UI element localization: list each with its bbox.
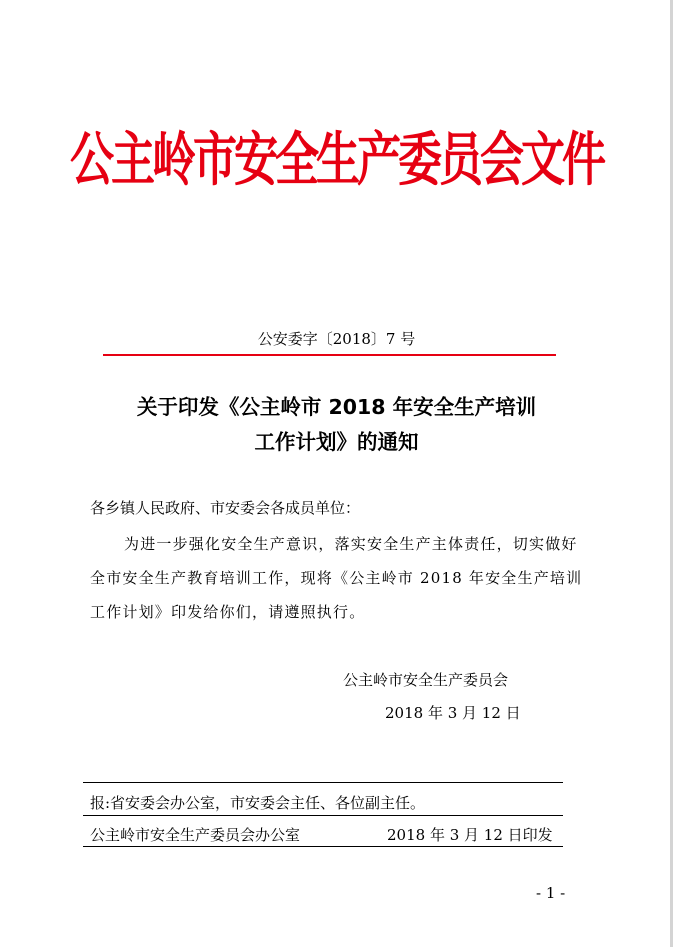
issuing-office: 公主岭市安全生产委员会办公室 <box>90 826 301 844</box>
body-paragraph-text: 为进一步强化安全生产意识，落实安全生产主体责任，切实做好全市安全生产教育培训工作，现将《公主岭市 2018 年安全生产培训工作计划》印发给你们，请遵照执行。 <box>90 535 583 621</box>
signing-organization: 公主岭市安全生产委员会 <box>343 671 509 689</box>
notice-title-line-2: 工作计划》的通知 <box>254 430 419 454</box>
body-paragraph <box>90 527 585 629</box>
document-header-title: 公主岭市安全生产委员会文件 <box>70 126 603 194</box>
document-number: 公安委字〔2018〕7 号 <box>257 330 416 348</box>
page-number: - 1 - <box>536 884 566 902</box>
footer-rule-middle <box>83 815 563 816</box>
cc-recipients: 报:省安委会办公室，市安委会主任、各位副主任。 <box>90 794 426 812</box>
salutation: 各乡镇人民政府、市安委会各成员单位： <box>90 499 361 517</box>
header-red-divider <box>103 354 556 356</box>
print-date: 2018 年 3 月 12 日印发 <box>387 826 553 844</box>
notice-title <box>0 390 673 460</box>
notice-title-line-1: 关于印发《公主岭市 2018 年安全生产培训 <box>136 395 537 419</box>
signing-date: 2018 年 3 月 12 日 <box>385 704 521 722</box>
footer-rule-bottom <box>83 846 563 847</box>
footer-rule-top <box>83 782 563 783</box>
